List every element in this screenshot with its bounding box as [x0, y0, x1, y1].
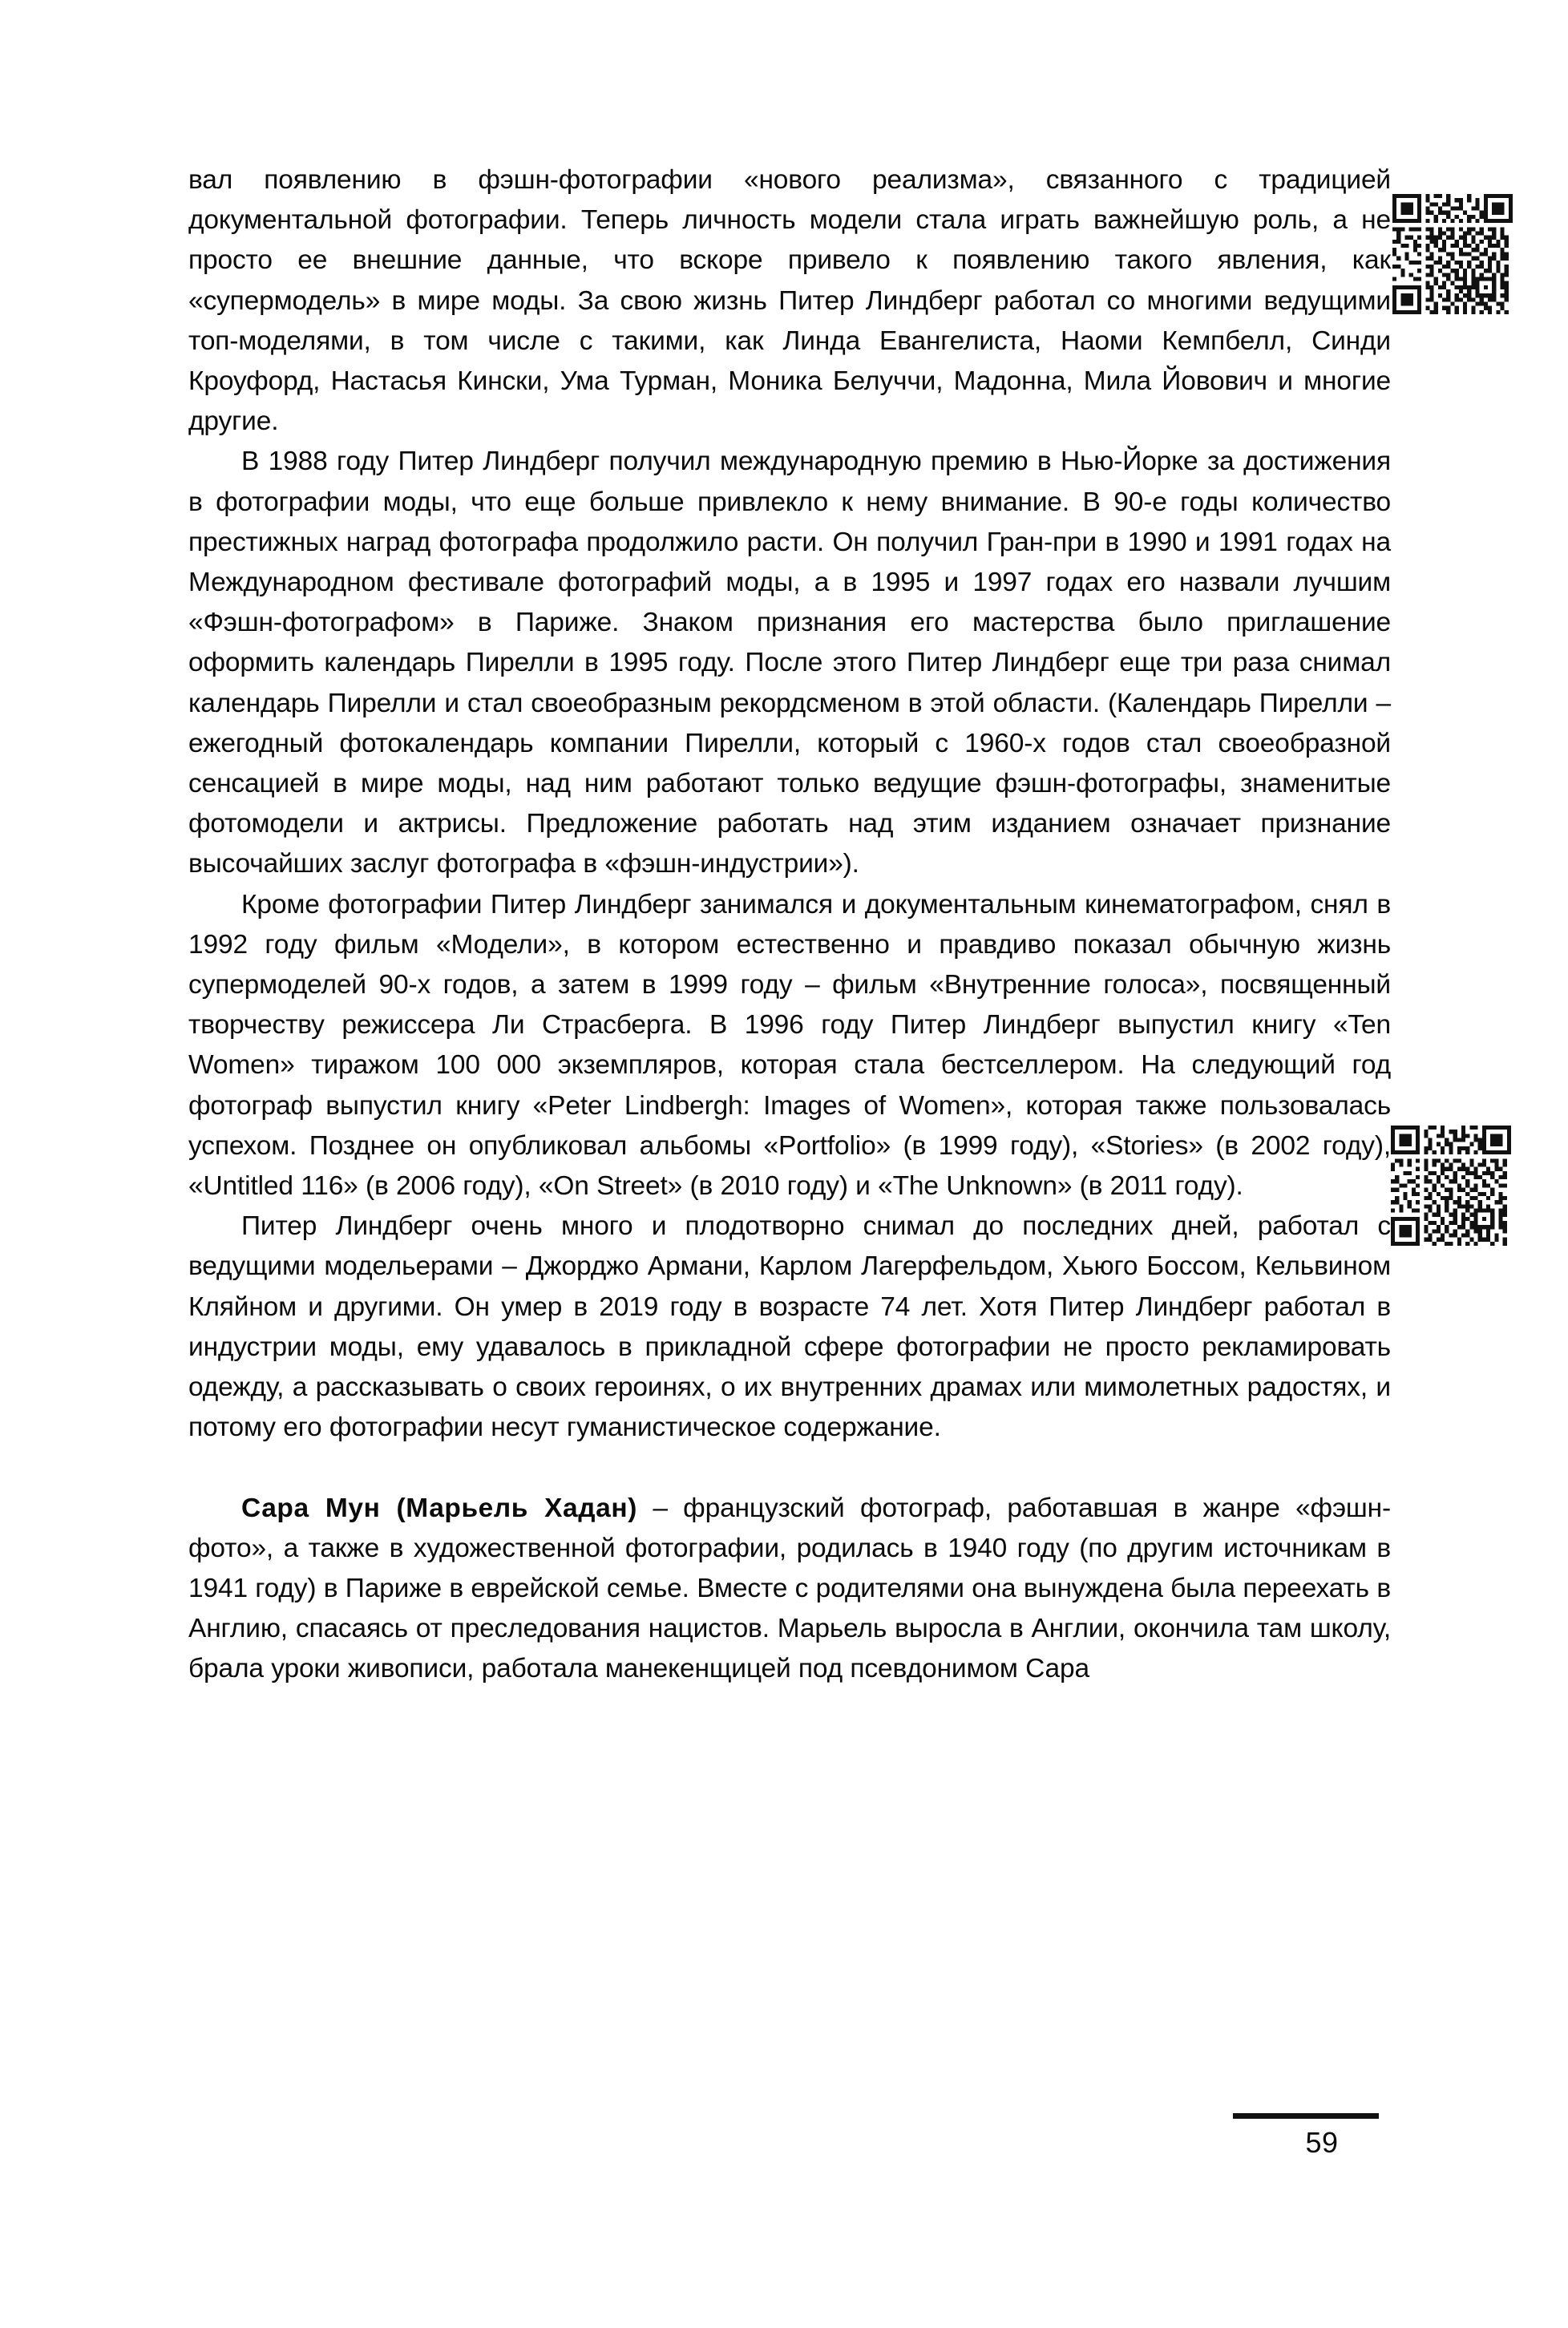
- sara-moon-biography: – французский фотограф, работавшая в жанре «фэшн-фото», а также в художественной фотографии, родилась в 1940 году (по другим источникам в 1941 году) в Париже в еврейской семье. Вместе с родителями она вынуждена была переехать в Англию, спасаясь от преследования нацистов. Марьель выросла в Англии, окончила там школу, брала уроки живописи, работала манекенщицей под псевдонимом Сара: [188, 1493, 1391, 1684]
- paragraph-awards: В 1988 году Питер Линдберг получил международную премию в Нью-Йорке за достижения в фотографии моды, что еще больше привлекло к нему внимание. В 90-е годы количество престижных наград фотографа продолжило расти. Он получил Гран-при в 1990 и 1991 годах на Международном фестивале фотографий моды, а в 1995 и 1997 годах его назвали лучшим «Фэшн-фотографом» в Париже. Знаком признания его мастерства было приглашение оформить календарь Пирелли в 1995 году. После этого Питер Линдберг еще три раза снимал календарь Пирелли и стал своеобразным рекордсменом в этой области. (Календарь Пирелли – ежегодный фотокалендарь компании Пирелли, который с 1960-х годов стал своеобразной сенсацией в мире моды, над ним работают только ведущие фэшн-фотографы, знаменитые фотомодели и актрисы. Предложение работать над этим изданием означает признание высочайших заслуг фотографа в «фэшн-индустрии»).: [188, 447, 1391, 879]
- paragraph-sara-moon: [188, 1489, 1391, 1690]
- qr-code-icon-top[interactable]: [1392, 194, 1513, 314]
- qr-code-icon-middle[interactable]: [1391, 1126, 1511, 1246]
- paragraph-cinema-books: Кроме фотографии Питер Линдберг занимался и документальным кинематографом, снял в 1992 году фильм «Модели», в котором естественно и правдиво показал обычную жизнь супермоделей 90-х годов, а затем в 1999 году – фильм «Внутренние голоса», посвященный творчеству режиссера Ли Страсберга. В 1996 году Питер Линдберг выпустил книгу «Ten Women» тиражом 100 000 экземпляров, которая стала бестселлером. На следующий год фотограф выпустил книгу «Peter Lindbergh: Images of Women», которая также пользовалась успехом. Позднее он опубликовал альбомы «Portfolio» (в 1999 году), «Stories» (в 2002 году), «Untitled 116» (в 2006 году), «On Street» (в 2010 году) и «The Unknown» (в 2011 году).: [188, 889, 1391, 1202]
- page-footer: [1218, 2113, 1411, 2160]
- page-number: 59: [1305, 2126, 1339, 2159]
- footer-divider: [1233, 2113, 1379, 2119]
- paragraph-continued: вал появлению в фэшн-фотографии «нового реализма», связанного с традицией документальной фотографии. Теперь личность модели стала играть важнейшую роль, а не просто ее внешние данные, что вскоре привело к появлению такого явления, как «супермодель» в мире моды. За свою жизнь Питер Линдберг работал со многими ведущими топ-моделями, в том числе с такими, как Линда Евангелиста, Наоми Кемпбелл, Синди Кроуфорд, Настасья Кински, Ума Турман, Моника Белуччи, Мадонна, Мила Йовович и многие другие.: [188, 165, 1391, 437]
- sara-moon-name: Сара Мун (Марьель Хадан): [241, 1493, 637, 1523]
- paragraph-legacy: Питер Линдберг очень много и плодотворно снимал до последних дней, работал с ведущими модельерами – Джорджо Армани, Карлом Лагерфельдом, Хьюго Боссом, Кельвином Кляйном и другими. Он умер в 2019 году в возрасте 74 лет. Хотя Питер Линдберг работал в индустрии моды, ему удавалось в прикладной сфере фотографии не просто рекламировать одежду, а рассказывать о своих героинях, о их внутренних драмах или мимолетных радостях, и потому его фотографии несут гуманистическое содержание.: [188, 1211, 1391, 1443]
- text-column: [188, 160, 1391, 1690]
